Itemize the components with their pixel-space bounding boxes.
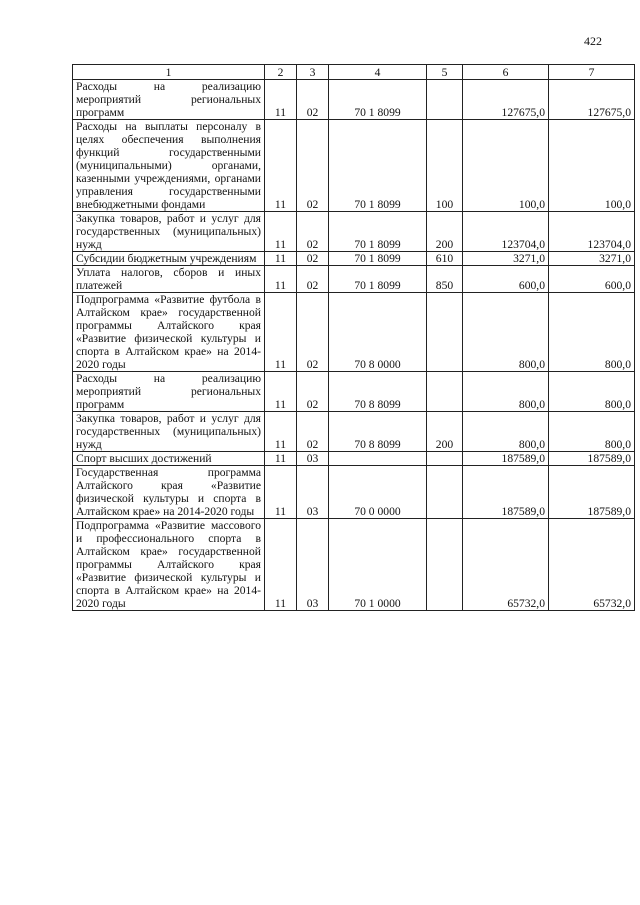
subsection-code: 02 <box>297 80 329 120</box>
target-article-code: 70 0 0000 <box>329 466 427 519</box>
table-row <box>73 80 635 120</box>
subsection-code: 02 <box>297 120 329 212</box>
subsection-code: 03 <box>297 519 329 611</box>
row-description: Закупка товаров, работ и услуг для государственных (муниципальных) нужд <box>73 412 265 452</box>
section-code: 11 <box>265 412 297 452</box>
section-code: 11 <box>265 212 297 252</box>
budget-table <box>72 64 635 611</box>
table-row <box>73 212 635 252</box>
row-description: Расходы на выплаты персоналу в целях обеспечения выполнения функций государственными (муниципальными) органами, казенными учреждениями, органами управления государственными внебюджетными фондами <box>73 120 265 212</box>
target-article-code <box>329 452 427 466</box>
table-row <box>73 252 635 266</box>
expense-type-code <box>427 80 463 120</box>
column-header: 3 <box>297 65 329 80</box>
table-row <box>73 266 635 293</box>
column-header: 2 <box>265 65 297 80</box>
row-description: Подпрограмма «Развитие массового и профессионального спорта в Алтайском крае» государственной программы Алтайского края «Развитие физической культуры и спорта в Алтайском крае» на 2014-2020 годы <box>73 519 265 611</box>
table-row <box>73 412 635 452</box>
amount-col7: 800,0 <box>549 412 635 452</box>
amount-col6: 187589,0 <box>463 466 549 519</box>
row-description: Уплата налогов, сборов и иных платежей <box>73 266 265 293</box>
amount-col7: 800,0 <box>549 372 635 412</box>
column-header: 7 <box>549 65 635 80</box>
expense-type-code: 610 <box>427 252 463 266</box>
expense-type-code <box>427 466 463 519</box>
column-header: 6 <box>463 65 549 80</box>
subsection-code: 02 <box>297 252 329 266</box>
row-description: Расходы на реализацию мероприятий региональных программ <box>73 372 265 412</box>
expense-type-code <box>427 372 463 412</box>
table-row <box>73 452 635 466</box>
table-row <box>73 466 635 519</box>
amount-col6: 100,0 <box>463 120 549 212</box>
subsection-code: 02 <box>297 412 329 452</box>
column-header: 1 <box>73 65 265 80</box>
amount-col7: 127675,0 <box>549 80 635 120</box>
amount-col7: 187589,0 <box>549 452 635 466</box>
section-code: 11 <box>265 80 297 120</box>
section-code: 11 <box>265 266 297 293</box>
amount-col7: 3271,0 <box>549 252 635 266</box>
section-code: 11 <box>265 252 297 266</box>
subsection-code: 02 <box>297 372 329 412</box>
section-code: 11 <box>265 519 297 611</box>
target-article-code: 70 1 8099 <box>329 266 427 293</box>
page-number: 422 <box>584 34 602 48</box>
amount-col6: 600,0 <box>463 266 549 293</box>
table-row <box>73 519 635 611</box>
amount-col6: 187589,0 <box>463 452 549 466</box>
section-code: 11 <box>265 466 297 519</box>
expense-type-code <box>427 452 463 466</box>
expense-type-code: 100 <box>427 120 463 212</box>
table-row <box>73 293 635 372</box>
subsection-code: 02 <box>297 293 329 372</box>
row-description: Закупка товаров, работ и услуг для государственных (муниципальных) нужд <box>73 212 265 252</box>
target-article-code: 70 1 8099 <box>329 120 427 212</box>
amount-col7: 100,0 <box>549 120 635 212</box>
amount-col6: 123704,0 <box>463 212 549 252</box>
subsection-code: 03 <box>297 466 329 519</box>
table-row <box>73 120 635 212</box>
expense-type-code <box>427 519 463 611</box>
target-article-code: 70 8 8099 <box>329 372 427 412</box>
column-header: 4 <box>329 65 427 80</box>
section-code: 11 <box>265 372 297 412</box>
row-description: Государственная программа Алтайского края «Развитие физической культуры и спорта в Алтайском крае» на 2014-2020 годы <box>73 466 265 519</box>
amount-col6: 800,0 <box>463 412 549 452</box>
amount-col6: 800,0 <box>463 372 549 412</box>
target-article-code: 70 1 8099 <box>329 252 427 266</box>
amount-col6: 800,0 <box>463 293 549 372</box>
header-row <box>73 65 635 80</box>
target-article-code: 70 8 8099 <box>329 412 427 452</box>
amount-col6: 3271,0 <box>463 252 549 266</box>
amount-col6: 127675,0 <box>463 80 549 120</box>
target-article-code: 70 1 8099 <box>329 80 427 120</box>
section-code: 11 <box>265 452 297 466</box>
subsection-code: 02 <box>297 212 329 252</box>
expense-type-code: 200 <box>427 212 463 252</box>
amount-col7: 123704,0 <box>549 212 635 252</box>
target-article-code: 70 1 8099 <box>329 212 427 252</box>
amount-col7: 187589,0 <box>549 466 635 519</box>
subsection-code: 03 <box>297 452 329 466</box>
row-description: Спорт высших достижений <box>73 452 265 466</box>
amount-col6: 65732,0 <box>463 519 549 611</box>
row-description: Субсидии бюджетным учреждениям <box>73 252 265 266</box>
column-header: 5 <box>427 65 463 80</box>
row-description: Подпрограмма «Развитие футбола в Алтайском крае» государственной программы Алтайского края «Развитие физической культуры и спорта в Алтайском крае» на 2014-2020 годы <box>73 293 265 372</box>
row-description: Расходы на реализацию мероприятий региональных программ <box>73 80 265 120</box>
amount-col7: 800,0 <box>549 293 635 372</box>
subsection-code: 02 <box>297 266 329 293</box>
expense-type-code <box>427 293 463 372</box>
table-row <box>73 372 635 412</box>
amount-col7: 600,0 <box>549 266 635 293</box>
expense-type-code: 200 <box>427 412 463 452</box>
section-code: 11 <box>265 293 297 372</box>
section-code: 11 <box>265 120 297 212</box>
target-article-code: 70 1 0000 <box>329 519 427 611</box>
expense-type-code: 850 <box>427 266 463 293</box>
target-article-code: 70 8 0000 <box>329 293 427 372</box>
amount-col7: 65732,0 <box>549 519 635 611</box>
